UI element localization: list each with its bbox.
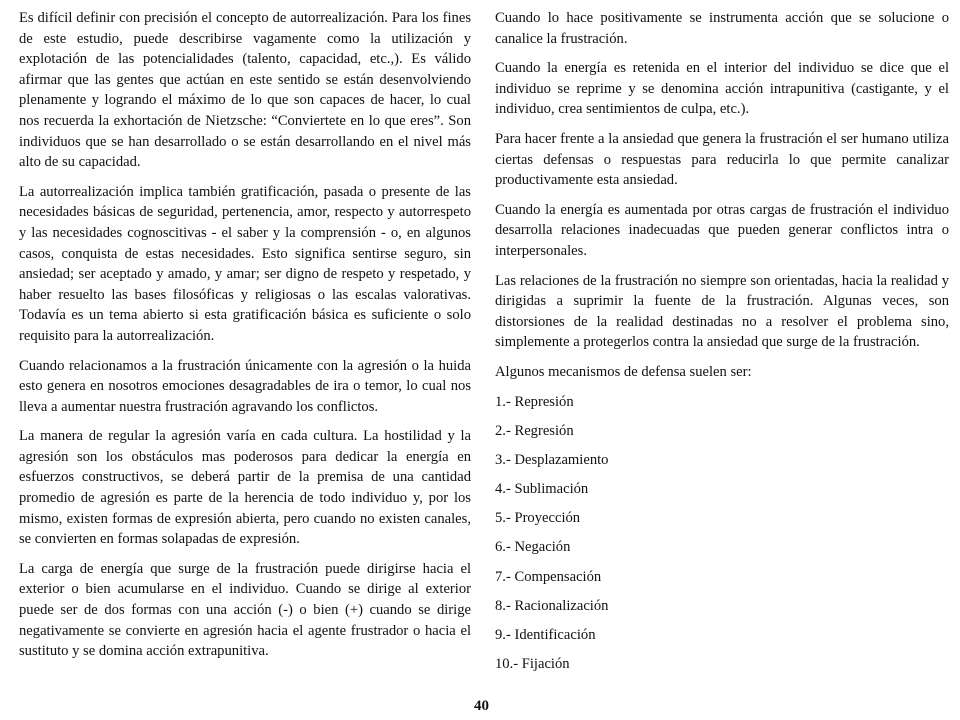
left-text-column bbox=[19, 8, 471, 671]
paragraph-carga-energia: La carga de energía que surge de la frustración puede dirigirse hacia el exterior o bien acumularse en el individuo. Cuando se dirige al exterior puede ser de dos formas con una acción (-) o bien (+) cuando se dirige negativamente se convierte en agresión hacia el agente frustrador o hacia el sustituto y se domina acción extrapunitiva. bbox=[19, 560, 471, 660]
paragraph-autorrealizacion-gratificacion: La autorrealización implica también gratificación, pasada o presente de las necesidades básicas de seguridad, pertenencia, amor, respecto y autorrespeto y las necesidades cognoscitivas - el saber y la comprensión - o, en algunos casos, conquista de estas necesidades. Esto significa sentirse seguro, sin ansiedad; ser aceptado y amado, y amar; ser digno de respeto y respetado, y haber resuelto las bases filosóficas y religiosas o las escalas valorativas. Todavía es un tema abierto si esta gratificación básica es suficiente o solo requisito para la autorrealización. bbox=[19, 183, 471, 344]
list-item: 6.- Negación bbox=[495, 539, 571, 556]
paragraph-energia-retenida: Cuando la energía es retenida en el interior del individuo se dice que el individuo se reprime y se denomina acción intrapunitiva (castigante, y el individuo, crea sentimientos de culpa, etc.). bbox=[495, 60, 949, 118]
paragraph-accion-positiva: Cuando lo hace positivamente se instrumenta acción que se solucione o canalice la frustración. bbox=[495, 10, 949, 47]
list-item: 10.- Fijación bbox=[495, 656, 570, 673]
paragraph-relaciones-frustracion: Las relaciones de la frustración no siempre son orientadas, hacia la realidad y dirigidas a suprimir la fuente de la frustración. Algunas veces, son distorsiones de la realidad destinadas no a resolver el problema sino, simplemente a protegerlos contra la ansiedad que surge de la frustración. bbox=[495, 272, 949, 351]
paragraph-autorrealizacion-definicion: Es difícil definir con precisión el concepto de autorrealización. Para los fines de este estudio, puede describirse vagamente como la utilización y explotación de las potencialidades (talento, capacidad, etc.,). Es válido afirmar que las gentes que actúan en este sentido se están desenvolviendo plenamente y logrando el máximo de lo que son capaces de hacer, lo cual nos recuerda la exhortación de Nietzsche: “Conviertete en lo que eres”. Son individuos que se han desarrollado o se están desarrollando en el nivel más alto de su capacidad. bbox=[19, 10, 471, 171]
paragraph-mecanismos-intro: Algunos mecanismos de defensa suelen ser: bbox=[495, 363, 752, 380]
list-item: 5.- Proyección bbox=[495, 510, 581, 527]
list-item: 8.- Racionalización bbox=[495, 597, 609, 614]
paragraph-frustracion-agresion: Cuando relacionamos a la frustración únicamente con la agresión o la huida esto genera en nosotros emociones desagradables de ira o temor, lo cual nos lleva a aumentar nuestra frustración agravando los conflictos. bbox=[19, 357, 471, 415]
paragraph-ansiedad-defensas: Para hacer frente a la ansiedad que genera la frustración el ser humano utiliza ciertas defensas o respuestas para reducirla lo que permite canalizar productivamente esta ansiedad. bbox=[495, 130, 949, 189]
list-item: 3.- Desplazamiento bbox=[495, 451, 609, 468]
list-item: 2.- Regresión bbox=[495, 422, 574, 439]
list-item: 9.- Identificación bbox=[495, 627, 596, 643]
page-number: 40 bbox=[474, 698, 489, 714]
paragraph-regular-agresion: La manera de regular la agresión varía en cada cultura. La hostilidad y la agresión son los obstáculos mas poderosos para dedicar la energía en esfuerzos constructivos, se deberá partir de la premisa de una cantidad promedio de agresión es parte de la herencia de todo individuo y, por los mismo, existen formas de expresión abierta, pero cuando no existen canales, se convierten en formas solapadas de expresión. bbox=[19, 428, 471, 548]
paragraph-energia-aumentada: Cuando la energía es aumentada por otras cargas de frustración el individuo desarrolla relaciones inadecuadas que pueden generar conflictos intra o interpersonales. bbox=[495, 201, 949, 259]
defense-mechanisms-list bbox=[495, 392, 949, 675]
list-item: 4.- Sublimación bbox=[495, 481, 589, 498]
list-item: 1.- Represión bbox=[495, 393, 574, 410]
right-text-column bbox=[495, 8, 949, 683]
list-item: 7.- Compensación bbox=[495, 568, 602, 585]
